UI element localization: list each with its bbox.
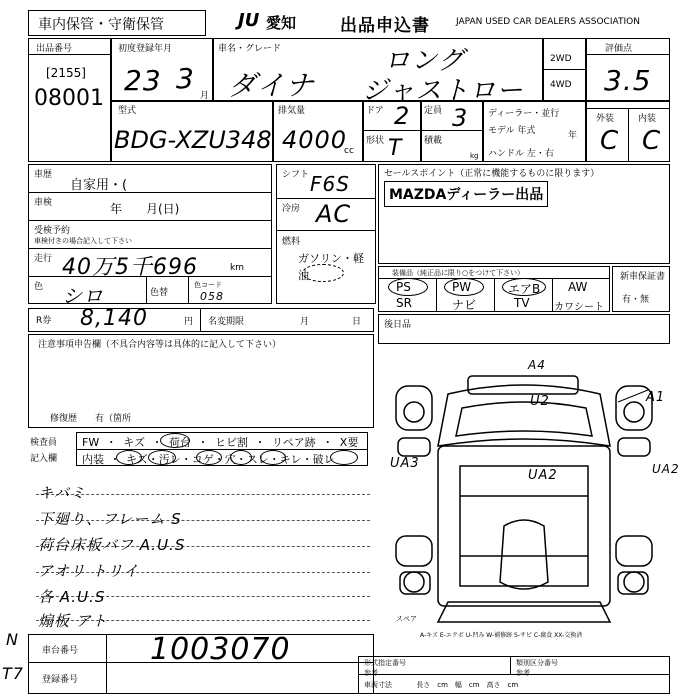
lot-no-value: 08001 [34,86,104,111]
margin-n: N [6,630,19,649]
entry-label: 記入欄 [30,454,58,464]
sales-point-value: MAZDAディーラー出品 [384,181,548,207]
note-line-4: アオリ トリイ [38,562,140,580]
rear-label: 後日品 [384,320,412,330]
fuel-label: 燃料 [282,237,301,247]
note-line-5: 各 A.U.S [38,588,106,606]
nc-day-label: 日 [352,317,362,327]
handle-label: ハンドル 左・右 [488,149,554,159]
inspector-label: 検査員 [30,438,58,448]
form-title: 出品申込書 [340,16,430,36]
first-reg-label: 初度登録年月 [118,44,173,54]
form-subtitle: JAPAN USED CAR DEALERS ASSOCIATION [456,17,640,27]
equipment-label: 装備品（純正品に限り○をつけて下さい） [392,269,525,277]
fuel-value: ガソリン・軽油 [298,252,364,282]
circle-airbag [502,278,546,296]
color-code-value: 058 [200,290,224,303]
reg-no-label: 登録番号 [42,675,79,685]
org-name: 愛知 [266,14,297,32]
check-circle-5 [230,450,252,465]
history-label: 車歴 [34,170,53,180]
check-circle-3 [148,450,176,465]
diag-a4: A4 [528,358,546,372]
shape-value: T [388,136,403,161]
history-value: 自家用・( [70,178,128,193]
equip-pw: PW [452,280,472,294]
dealer-label: ディーラー・並行 [488,109,560,119]
note-line-2: 下廻り、フレーム S [38,510,182,528]
mileage-value: 40万5千696 [62,255,198,280]
car-name-2: ロング [384,46,465,76]
shift-label: シフト [282,170,310,180]
model-label: 型式 [118,106,137,116]
name-change-label: 名変期限 [208,317,245,327]
note-line-3: 荷台床板バフ A.U.S [38,536,186,554]
color-no-label: 色替 [150,288,169,298]
exterior-value: C [600,126,620,156]
color-code-label: 色コード [194,281,222,289]
form-ref-label: 形式指定番号 参考 [364,659,406,677]
diag-u2: U2 [530,394,550,409]
lot-prefix: [2155] [46,66,86,80]
circle-pw [444,278,484,296]
equip-tv: TV [514,296,530,310]
cooling-label: 冷房 [282,204,301,214]
class-ref-label: 類別区分番号 参考 [516,659,558,677]
notes-label: 注意事項申告欄（不具合内容等は具体的に記入して下さい） [38,340,282,350]
warranty-label: 新車保証書 [620,272,666,282]
shape-label: 形状 [366,136,385,146]
recycle-label: R券 [36,316,52,326]
equip-navi: ナビ [452,298,477,312]
shift-value: F6S [310,172,350,196]
equip-sr: SR [396,296,412,310]
reception-label: 受検予約 [34,226,71,236]
diag-ua2-right: UA2 [652,462,680,476]
nc-month-label: 月 [300,317,310,327]
sales-point-box [378,164,670,264]
doors-label: ドア [366,106,384,116]
vehicle-diagram [378,346,670,636]
equip-aw: AW [568,280,588,294]
equip-airbag: エアB [508,282,541,296]
note-line-1: キバミ [38,484,87,502]
cc-label: cc [344,146,354,156]
car-name-3: ジャストロー [362,76,524,106]
check-circle-2 [116,450,142,465]
storage-label: 車内保管・守衛保管 [38,17,164,33]
reception-note: 車検付きの場合記入して下さい [34,237,132,245]
check-row1: FW ・ キズ ・ 荷台 ・ ヒビ割 ・ リペア跡 ・ X要 [82,436,359,449]
interior-value: C [642,126,662,156]
fuel-circle [302,264,344,282]
diag-ua3: UA3 [390,456,420,471]
interior-label: 内装 [638,114,657,124]
reg-month-value: 3 [176,62,195,95]
km-label: km [230,263,244,273]
warranty-value: 有・無 [622,295,650,305]
inspection-value: 年 月(日) [110,202,180,216]
month-label: 月 [200,91,210,101]
rear-box [378,314,670,344]
yen-label: 円 [184,317,194,327]
reg-year-value: 23 [124,64,162,97]
car-name-1: ダイナ [228,69,315,102]
dims-label: 車両寸法 長さ cm 幅 cm 高さ cm [364,681,519,689]
capacity-label: 定員 [424,106,443,116]
exterior-label: 外装 [596,114,615,124]
check-circle-7 [330,450,358,465]
spare-label: スペア [396,615,417,623]
chassis-label: 車台番号 [42,646,79,656]
check-row2: 内装 ・ キズ・汚レ・コゲ・穴・スレ・キレ・破レ [82,453,335,466]
legend-text: A-キズ E-エクボ U-凹み W-補修跡 S-サビ C-腐食 XX-交換済 [420,632,583,639]
car-name-label: 車名・グレード [218,44,282,54]
wd2-label: 2WD [550,54,572,64]
check-circle-1 [160,433,190,448]
doors-value: 2 [394,102,411,130]
check-circle-6 [260,450,286,465]
diag-a1: A1 [646,390,666,405]
inspection-label: 車検 [34,198,53,208]
model-year-label: モデル 年式 [488,126,536,136]
displacement-value: 4000 [282,126,348,154]
equip-ps: PS [396,280,411,294]
model-value: BDG-XZU348 [114,126,272,154]
note-line-6: 煽板 アト [38,612,108,630]
lot-no-label: 出品番号 [36,44,73,54]
ju-logo: JU [238,10,260,31]
year-label: 年 [568,131,578,141]
grade-label: 評価点 [605,44,633,54]
cooling-value: AC [316,200,352,228]
diag-ua2-center: UA2 [528,468,558,483]
chassis-value: 1003070 [150,632,291,667]
kg-label: kg [470,152,479,160]
wd4-label: 4WD [550,80,572,90]
check-circle-4 [196,450,222,465]
capacity-value: 3 [452,104,469,132]
repair-label: 修復歴 有（箇所 [50,414,132,424]
margin-t7: T7 [2,664,24,683]
grade-value: 3.5 [604,64,652,97]
circle-ps [388,278,428,296]
equip-seat: カワシート [554,302,604,313]
sales-point-label: セールスポイント（正常に機能するものに限ります） [384,169,600,179]
displacement-label: 排気量 [278,106,306,116]
recycle-value: 8,140 [80,306,148,331]
mileage-label: 走行 [34,254,53,264]
color-label: 色 [34,282,44,292]
load-label: 積載 [424,136,443,146]
color-value: シロ [62,284,104,308]
